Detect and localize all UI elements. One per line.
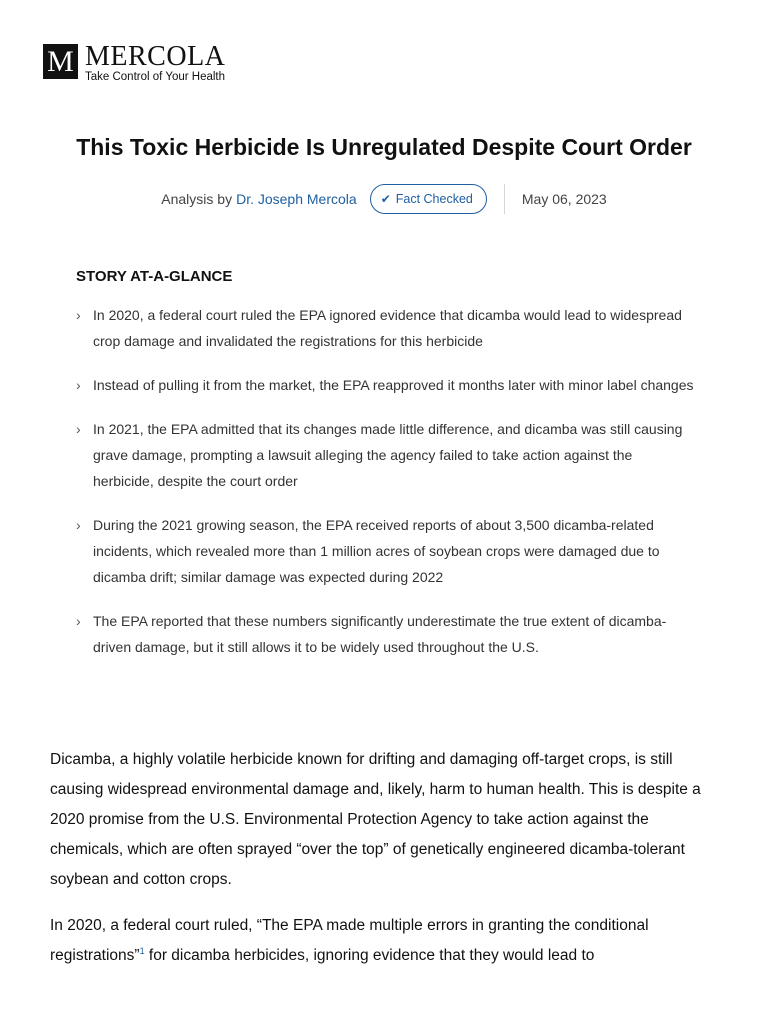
paragraph-text: for dicamba herbicides, ignoring evidence that they would lead to (144, 947, 595, 964)
chevron-right-icon: › (76, 421, 81, 437)
glance-heading: STORY AT-A-GLANCE (76, 268, 233, 285)
body-paragraph (50, 911, 722, 971)
glance-item-text: During the 2021 growing season, the EPA received reports of about 3,500 dicamba-related incidents, which revealed more than 1 million acres of soybean crops were damaged due to dicamba drift; similar damage was expected during 2022 (93, 517, 660, 585)
publish-date: May 06, 2023 (521, 191, 607, 207)
glance-item (76, 608, 696, 660)
author-link[interactable]: Dr. Joseph Mercola (236, 191, 357, 207)
paragraph-text: In 2020, a federal court ruled, “The EPA made multiple errors in granting the conditional registrations” (50, 917, 649, 964)
article-body (50, 745, 722, 987)
body-paragraph: Dicamba, a highly volatile herbicide known for drifting and damaging off-target crops, is still causing widespread environmental damage and, likely, harm to human health. This is despite a 2020 promise from the U.S. Environmental Protection Agency to take action against the chemicals, which are often sprayed “over the top” of genetically engineered dicamba-tolerant soybean and cotton crops. (50, 751, 701, 888)
logo-wordmark: MERCOLA (85, 41, 226, 72)
glance-item-text: The EPA reported that these numbers significantly underestimate the true extent of dicamba-driven damage, but it still allows it to be widely used throughout the U.S. (93, 613, 667, 655)
fact-checked-label: Fact Checked (395, 192, 473, 206)
byline-prefix: Analysis by (161, 191, 233, 207)
glance-item (76, 372, 696, 398)
glance-item-text: Instead of pulling it from the market, the EPA reapproved it months later with minor label changes (93, 377, 694, 393)
chevron-right-icon: › (76, 377, 81, 393)
footnote-link[interactable]: 1 (139, 945, 145, 956)
chevron-right-icon: › (76, 517, 81, 533)
glance-list (76, 302, 696, 660)
logo-text (85, 41, 226, 84)
glance-item-text: In 2021, the EPA admitted that its changes made little difference, and dicamba was still causing grave damage, prompting a lawsuit alleging the agency failed to take action against the herbicide, despite the court order (93, 421, 683, 489)
byline (0, 184, 768, 214)
glance-item-text: In 2020, a federal court ruled the EPA ignored evidence that dicamba would lead to widespread crop damage and invalidated the registrations for this herbicide (93, 307, 682, 349)
logo-mark: M (43, 44, 78, 79)
glance-item (76, 416, 696, 494)
fact-checked-badge[interactable] (370, 184, 487, 214)
byline-divider (504, 184, 505, 214)
check-icon: ✔ (380, 192, 391, 206)
chevron-right-icon: › (76, 613, 81, 629)
chevron-right-icon: › (76, 307, 81, 323)
article-title: This Toxic Herbicide Is Unregulated Despite Court Order (76, 134, 692, 160)
mercola-logo[interactable] (43, 41, 226, 84)
glance-item (76, 512, 696, 590)
glance-item (76, 302, 696, 354)
logo-tagline: Take Control of Your Health (85, 71, 226, 83)
